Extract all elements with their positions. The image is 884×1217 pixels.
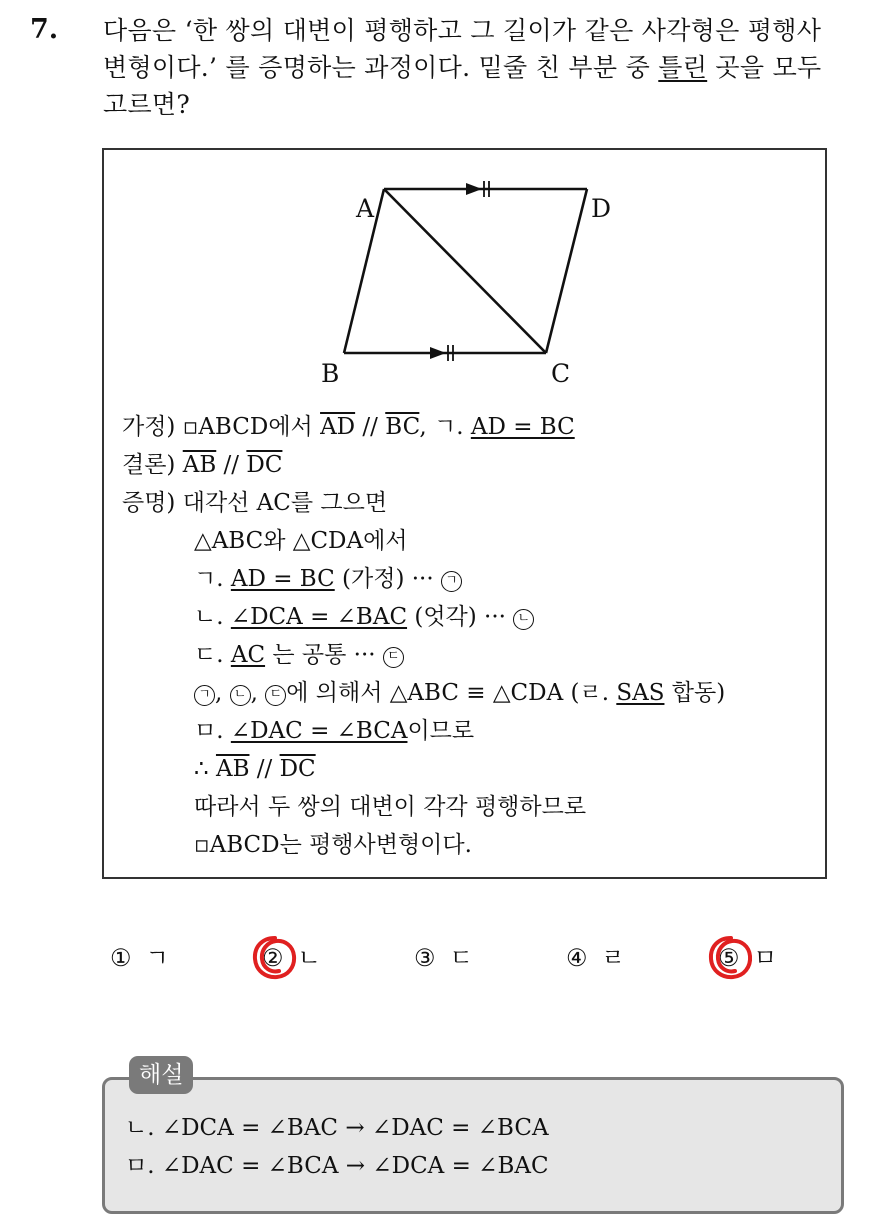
- choice-number: ⑤: [718, 944, 740, 972]
- choice-number: ③: [414, 944, 436, 972]
- final-line-2: [194, 830, 472, 860]
- choice-4[interactable]: [566, 938, 625, 978]
- hypothesis-equality: AD = BC: [470, 414, 575, 440]
- final-text-2: ▫ABCD는 평행사변형이다.: [194, 832, 472, 858]
- segment-bc: $\overline{BC}$: [385, 414, 420, 440]
- step-c-line: [194, 640, 404, 670]
- choice-3[interactable]: [414, 938, 473, 978]
- hypothesis-label: 가정): [122, 414, 183, 440]
- vertex-label-c: C: [551, 359, 571, 388]
- vertex-label-b: B: [321, 359, 340, 388]
- hypothesis-item-label: , ㄱ.: [419, 414, 471, 440]
- diagonal-ac: [384, 189, 546, 353]
- parallel-symbol: //: [249, 756, 280, 782]
- hypothesis-quad: ▫ABCD: [182, 414, 269, 440]
- question-number: 7.: [30, 14, 59, 45]
- vertex-label-a: A: [356, 194, 375, 223]
- step-e-prefix: ㅁ.: [194, 718, 231, 744]
- arrow-ad-icon: [466, 183, 482, 195]
- question-line-2-end: 곳을 모두: [707, 53, 822, 82]
- congruence-sas: SAS: [616, 680, 665, 706]
- solution-line-1: ㄴ. ∠DCA = ∠BAC → ∠DAC = ∠BCA: [125, 1115, 549, 1141]
- proof-intro: 증명) 대각선 AC를 그으면: [122, 490, 388, 516]
- question-text: [103, 12, 873, 123]
- segment-dc: $\overline{DC}$: [246, 452, 283, 478]
- parallel-symbol: //: [355, 414, 386, 440]
- step-b-reason: (엇각) ···: [407, 604, 514, 630]
- therefore-line: [194, 754, 316, 784]
- choice-label: ㄴ: [297, 944, 321, 972]
- step-c-prefix: ㄷ.: [194, 642, 231, 668]
- triangles-line: [194, 526, 408, 556]
- choice-2[interactable]: [262, 938, 321, 978]
- congruence-end: 합동): [664, 680, 726, 706]
- arrow-bc-icon: [430, 347, 446, 359]
- question-underlined-word: 틀린: [658, 53, 708, 82]
- congruence-text: 에 의해서 △ABC ≡ △CDA (ㄹ.: [286, 680, 617, 706]
- solution-box: [102, 1077, 844, 1214]
- circled-giyeok: ㄱ: [441, 571, 462, 592]
- circled-giyeok: ㄱ: [194, 685, 215, 706]
- step-e-equality: ∠DAC = ∠BCA: [230, 718, 408, 744]
- circled-digeut: ㄷ: [383, 647, 404, 668]
- step-a-equality: AD = BC: [230, 566, 335, 592]
- step-e-line: [194, 716, 474, 746]
- step-c-segment: AC: [230, 642, 266, 668]
- step-e-suffix: 이므로: [407, 718, 475, 744]
- step-a-prefix: ㄱ.: [194, 566, 231, 592]
- conclusion-label: 결론): [122, 452, 183, 478]
- final-text-1: 따라서 두 쌍의 대변이 각각 평행하므로: [194, 794, 587, 820]
- step-b-line: [194, 602, 534, 632]
- choice-label: ㅁ: [753, 944, 777, 972]
- therefore-symbol: ∴: [194, 756, 216, 782]
- question-line-3: 고르면?: [103, 90, 191, 119]
- circled-nieun: ㄴ: [513, 609, 534, 630]
- solution-tag: 해설: [129, 1056, 193, 1094]
- choice-number: ④: [566, 944, 588, 972]
- congruence-line: ㄱ , ㄴ , ㄷ 에 의해서 △ABC ≡ △CDA (ㄹ. SAS 합동): [194, 678, 725, 708]
- choice-number: ②: [262, 944, 284, 972]
- vertex-label-d: D: [591, 194, 612, 223]
- conclusion-line: [122, 450, 282, 480]
- choice-5[interactable]: [718, 938, 777, 978]
- solution-line-2: ㅁ. ∠DAC = ∠BCA → ∠DCA = ∠BAC: [125, 1153, 549, 1179]
- choice-label: ㄷ: [449, 944, 473, 972]
- answer-choices: [0, 938, 884, 978]
- choice-label: ㄱ: [145, 944, 169, 972]
- circled-digeut: ㄷ: [265, 685, 286, 706]
- choice-label: ㄹ: [601, 944, 625, 972]
- final-line-1: [194, 792, 586, 822]
- question-line-2: 변형이다.’ 를 증명하는 과정이다. 밑줄 친 부분 중: [103, 53, 659, 82]
- step-b-prefix: ㄴ.: [194, 604, 231, 630]
- step-a-reason: (가정) ···: [334, 566, 441, 592]
- step-c-reason: 는 공통 ···: [265, 642, 383, 668]
- segment-ab: $\overline{AB}$: [215, 756, 250, 782]
- triangles-text: △ABC와 △CDA에서: [194, 528, 408, 554]
- hypothesis-line: [122, 412, 575, 442]
- question-line-1: 다음은 ‘한 쌍의 대변이 평행하고 그 길이가 같은 사각형은 평행사: [103, 16, 822, 45]
- hypothesis-eseo: 에서: [268, 414, 321, 440]
- segment-ab: $\overline{AB}$: [182, 452, 217, 478]
- red-circle-mark-icon: [250, 933, 300, 983]
- parallelogram-figure: [314, 170, 634, 395]
- parallel-symbol: //: [216, 452, 247, 478]
- proof-intro-line: [122, 488, 387, 518]
- choice-1[interactable]: [110, 938, 169, 978]
- proof-box: [102, 148, 827, 879]
- segment-dc: $\overline{DC}$: [279, 756, 316, 782]
- choice-number: ①: [110, 944, 132, 972]
- red-circle-mark-icon: [706, 933, 756, 983]
- step-b-equality: ∠DCA = ∠BAC: [230, 604, 408, 630]
- step-a-line: [194, 564, 462, 594]
- side-dc: [546, 189, 587, 353]
- segment-ad: $\overline{AD}$: [320, 414, 356, 440]
- circled-nieun: ㄴ: [230, 685, 251, 706]
